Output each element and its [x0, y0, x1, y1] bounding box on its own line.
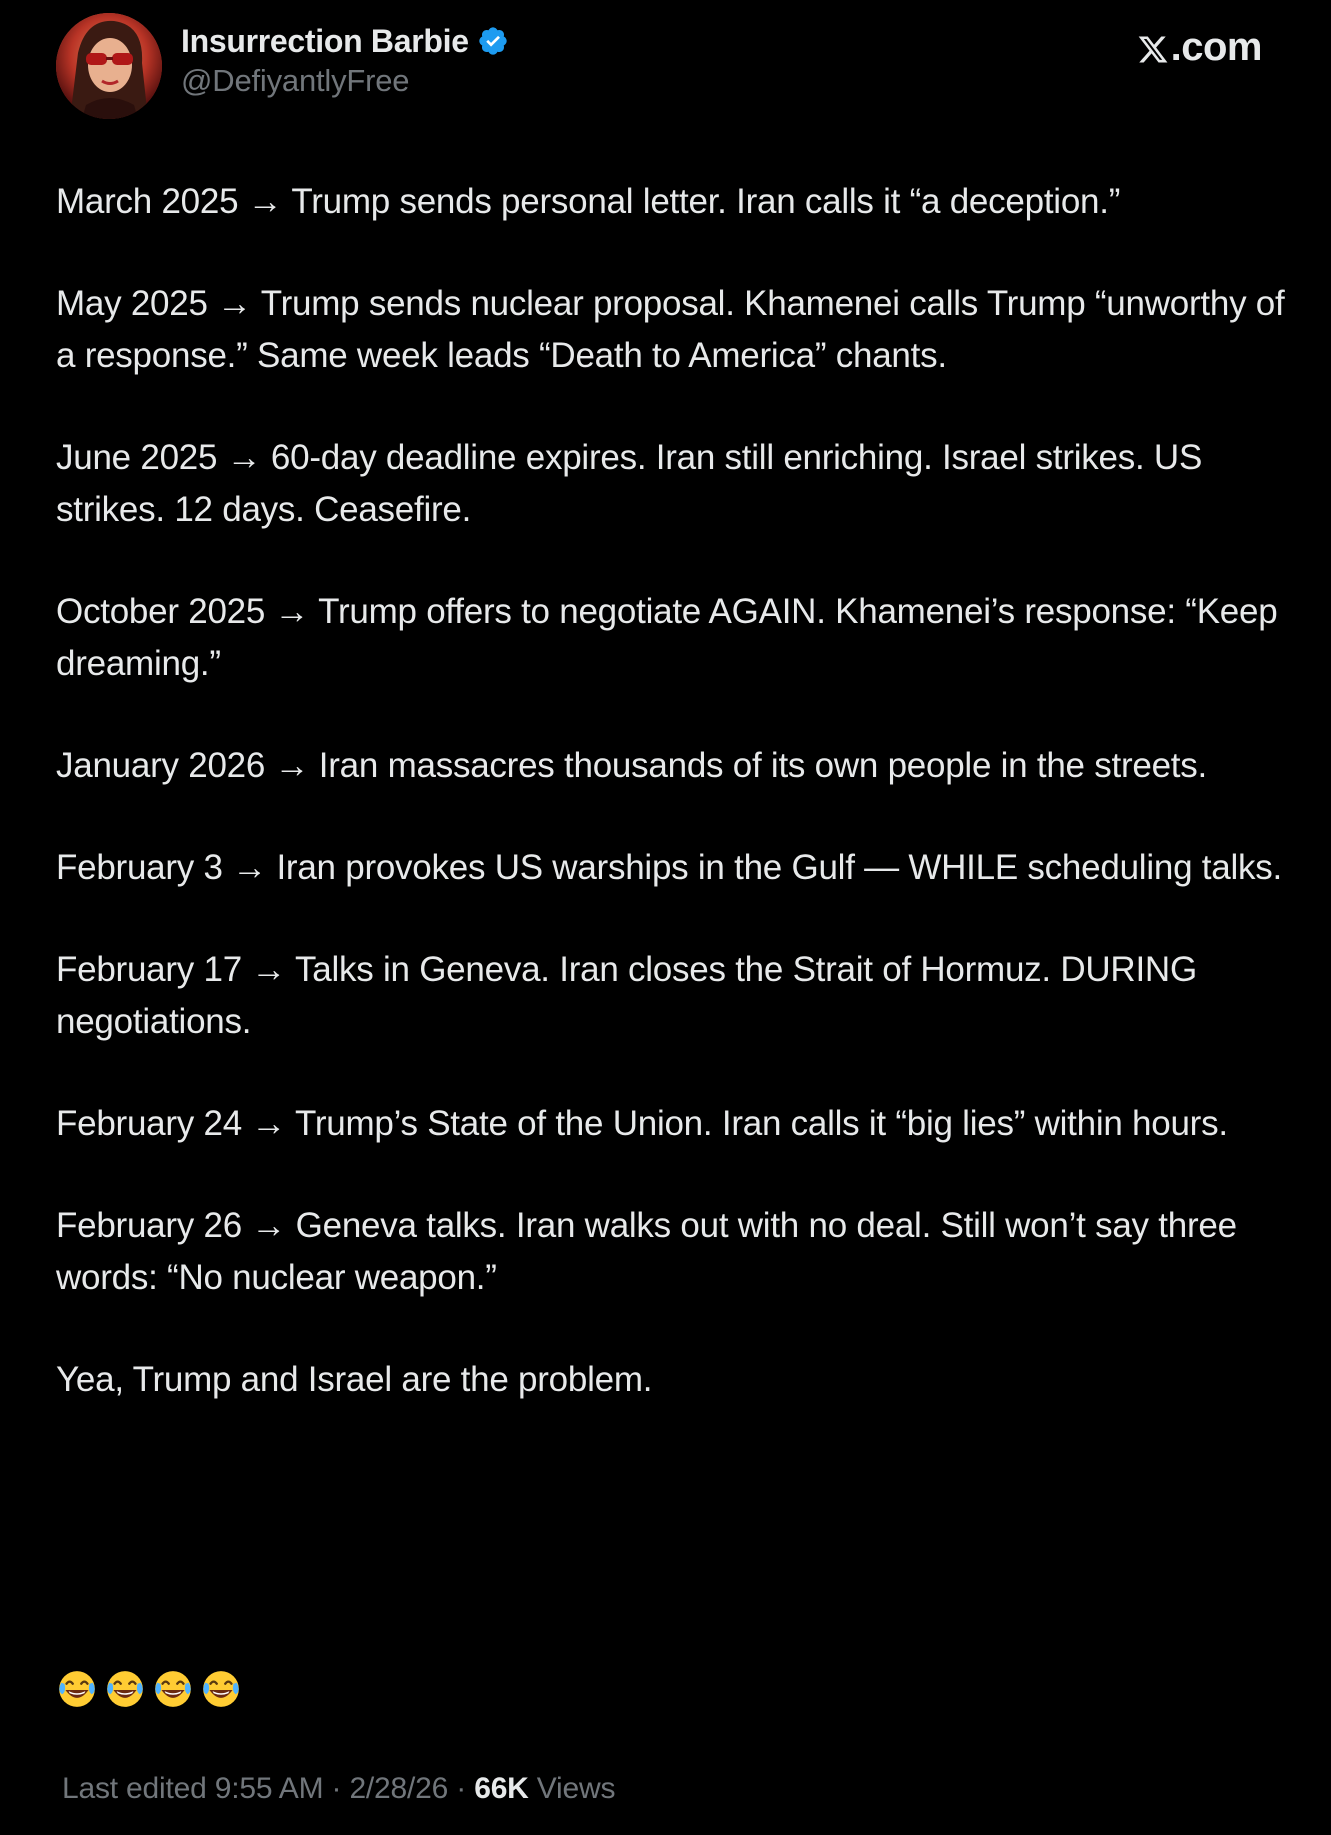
- post-paragraph: January 2026 → Iran massacres thousands of its own people in the streets.: [56, 746, 1208, 785]
- brand-domain: .com: [1170, 25, 1262, 69]
- post-paragraph: February 3 → Iran provokes US warships in the Gulf — WHILE scheduling talks.: [56, 848, 1282, 887]
- edited-timestamp[interactable]: Last edited 9:55 AM · 2/28/26: [62, 1772, 449, 1805]
- laughing-tears-emoji: [104, 1668, 146, 1710]
- post-paragraph: Yea, Trump and Israel are the problem.: [56, 1360, 653, 1399]
- emoji-row: [56, 1668, 242, 1710]
- post-paragraph: March 2025 → Trump sends personal letter. Iran calls it “a deception.”: [56, 182, 1121, 221]
- views-label: Views: [528, 1772, 616, 1805]
- post-paragraph: June 2025 → 60-day deadline expires. Iran still enriching. Israel strikes. US strikes. 12 days. Ceasefire.: [56, 438, 1203, 529]
- post-paragraph: February 17 → Talks in Geneva. Iran closes the Strait of Hormuz. DURING negotiations.: [56, 950, 1197, 1041]
- avatar[interactable]: [56, 13, 162, 119]
- user-handle[interactable]: @DefiyantlyFree: [181, 63, 410, 98]
- post-paragraph: October 2025 → Trump offers to negotiate AGAIN. Khamenei’s response: “Keep dreaming.”: [56, 592, 1278, 683]
- display-name[interactable]: Insurrection Barbie: [181, 22, 469, 59]
- laughing-tears-emoji: [152, 1668, 194, 1710]
- display-name-row: [181, 21, 509, 61]
- user-info: [181, 21, 509, 99]
- views-count[interactable]: 66K: [474, 1772, 529, 1805]
- brand-watermark: [1137, 25, 1262, 70]
- post-meta: [62, 1772, 615, 1806]
- post-header: [56, 13, 1276, 119]
- laughing-tears-emoji: [200, 1668, 242, 1710]
- post-paragraph: February 26 → Geneva talks. Iran walks out with no deal. Still won’t say three words: “No nuclear weapon.”: [56, 1206, 1237, 1297]
- verified-badge-icon: [477, 25, 509, 57]
- x-logo-icon: [1137, 31, 1169, 64]
- post-text: [56, 176, 1286, 1456]
- post-paragraph: May 2025 → Trump sends nuclear proposal. Khamenei calls Trump “unworthy of a response.” Same week leads “Death to America” chants.: [56, 284, 1285, 375]
- post-paragraph: February 24 → Trump’s State of the Union. Iran calls it “big lies” within hours.: [56, 1104, 1228, 1143]
- meta-separator: ·: [448, 1772, 475, 1805]
- avatar-image: [56, 13, 162, 119]
- laughing-tears-emoji: [56, 1668, 98, 1710]
